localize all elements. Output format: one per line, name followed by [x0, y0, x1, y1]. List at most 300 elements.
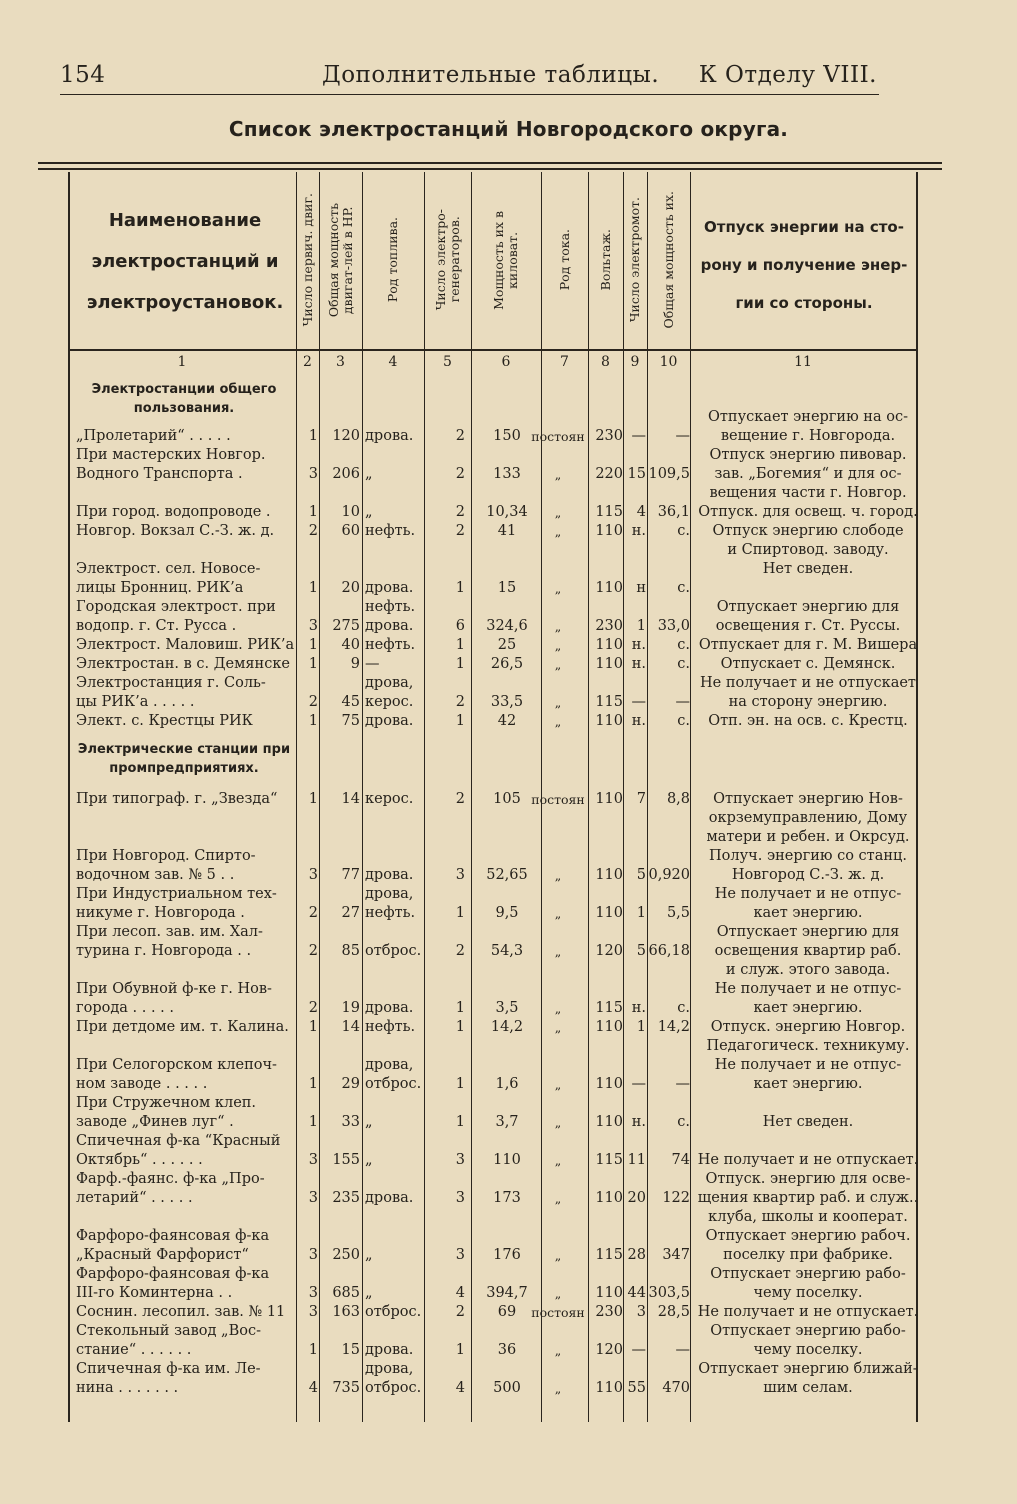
- column-header-text: Род топлива.: [385, 217, 400, 303]
- column-header-text: Число электро- генераторов.: [432, 209, 462, 311]
- table-row: [0, 809, 1017, 828]
- table-row: [0, 1208, 1017, 1227]
- generators-count: 3: [455, 1247, 465, 1263]
- fuel-type: дрова.: [365, 1000, 414, 1016]
- generators-count: 1: [455, 1019, 465, 1035]
- station-name: При Новгород. Спирто-: [76, 848, 256, 864]
- motors-count: 44: [627, 1285, 646, 1301]
- engine-power-hp: 20: [341, 580, 360, 596]
- station-name: При типограф. г. „Звезда“: [76, 791, 278, 807]
- station-name: При лесоп. зав. им. Хал-: [76, 924, 263, 940]
- current-type: „: [554, 714, 562, 729]
- fuel-type: дрова,: [365, 886, 414, 902]
- fuel-type: дрова.: [365, 867, 414, 883]
- table-row: [0, 427, 1017, 446]
- column-header-vertical: [362, 176, 424, 344]
- station-name: При детдоме им. т. Калина.: [76, 1019, 289, 1035]
- fuel-type: „: [365, 1285, 373, 1301]
- voltage: 230: [595, 618, 623, 634]
- station-name: Элект. с. Крестцы РИК: [76, 713, 253, 729]
- motors-power: 109,5: [648, 466, 690, 482]
- column-number: 1: [177, 354, 187, 370]
- table-row: [0, 617, 1017, 636]
- energy-supply-note: Не получает и не отпускает.: [697, 1304, 919, 1320]
- table-row: [0, 1322, 1017, 1341]
- table-row: [0, 541, 1017, 560]
- motors-count: 20: [627, 1190, 646, 1206]
- motors-power: 5,5: [666, 905, 690, 921]
- engine-power-hp: 29: [341, 1076, 360, 1092]
- energy-supply-note: Отпуск энергию слободе: [712, 523, 904, 539]
- fuel-type: дрова.: [365, 618, 414, 634]
- current-type: „: [554, 1001, 562, 1016]
- column-header-text: Общая мощность двигат-лей в HP.: [325, 202, 355, 318]
- motors-count: 55: [627, 1380, 646, 1396]
- energy-supply-note: Нет сведен.: [762, 1114, 854, 1130]
- current-type: постоян: [531, 1305, 585, 1320]
- energy-supply-note: Отпуск. энергию Новгор.: [710, 1019, 906, 1035]
- motors-count: 1: [636, 1019, 646, 1035]
- motors-count: 5: [636, 867, 646, 883]
- voltage: 110: [595, 905, 623, 921]
- motors-count: 1: [636, 618, 646, 634]
- engine-power-hp: 735: [332, 1380, 360, 1396]
- table-row: [0, 1303, 1017, 1322]
- energy-supply-note: освещения квартир раб.: [714, 943, 902, 959]
- prime-movers-count: 1: [308, 656, 318, 672]
- motors-power: —: [675, 694, 690, 710]
- table-row: [0, 1227, 1017, 1246]
- motors-count: н.: [631, 523, 646, 539]
- energy-supply-note: Получ. энергию со станц.: [709, 848, 907, 864]
- motors-count: —: [631, 428, 646, 444]
- generator-power-kw: 26,5: [490, 656, 524, 672]
- motors-power: 66,18: [648, 943, 690, 959]
- energy-supply-note: Отпускает энергию для: [716, 599, 900, 615]
- motors-power: 347: [662, 1247, 690, 1263]
- prime-movers-count: 1: [308, 428, 318, 444]
- energy-supply-note: Отпускает энергию рабо-: [710, 1266, 906, 1282]
- energy-supply-note: Не получает и не отпус-: [714, 981, 902, 997]
- voltage: 115: [595, 1247, 623, 1263]
- energy-supply-note: Отпуск. для освещ. ч. город.: [698, 504, 918, 520]
- motors-count: 11: [627, 1152, 646, 1168]
- prime-movers-count: 1: [308, 580, 318, 596]
- current-type: „: [554, 467, 562, 482]
- table-row: [0, 1094, 1017, 1113]
- table-top-rule-double: [38, 168, 942, 170]
- column-header-vertical: [541, 176, 588, 344]
- fuel-type: дрова.: [365, 580, 414, 596]
- energy-supply-note: Нет сведен.: [762, 561, 854, 577]
- engine-power-hp: 163: [332, 1304, 360, 1320]
- fuel-type: дрова.: [365, 1342, 414, 1358]
- station-name: цы РИК’а . . . . .: [76, 694, 195, 710]
- generators-count: 4: [455, 1285, 465, 1301]
- column-number: 8: [601, 354, 610, 370]
- generator-power-kw: 150: [493, 428, 521, 444]
- voltage: 115: [595, 1152, 623, 1168]
- voltage: 110: [595, 1114, 623, 1130]
- current-type: „: [554, 944, 562, 959]
- generators-count: 2: [455, 428, 465, 444]
- generators-count: 1: [455, 637, 465, 653]
- energy-supply-note: Отпускает энергию для: [716, 924, 900, 940]
- station-name: III-го Коминтерна . .: [76, 1285, 233, 1301]
- motors-power: с.: [677, 580, 690, 596]
- column-header-name-line: Наименование: [108, 210, 262, 231]
- fuel-type: „: [365, 466, 373, 482]
- energy-supply-note: матери и ребен. и Окрсуд.: [706, 829, 910, 845]
- motors-count: н.: [631, 1000, 646, 1016]
- table-row: [0, 579, 1017, 598]
- generator-power-kw: 3,5: [495, 1000, 519, 1016]
- motors-count: н.: [631, 637, 646, 653]
- energy-supply-note: Отпускает энергию на ос-: [708, 409, 908, 425]
- table-row: [0, 655, 1017, 674]
- running-head: [60, 62, 877, 92]
- table-row: [0, 942, 1017, 961]
- current-type: „: [554, 1343, 562, 1358]
- column-number: 6: [501, 354, 511, 370]
- column-header-energy: [694, 208, 914, 322]
- column-header-name-line: электростанций и: [91, 251, 279, 272]
- station-name: турина г. Новгорода . .: [76, 943, 252, 959]
- table-row: [0, 1265, 1017, 1284]
- column-header-vertical: [319, 176, 362, 344]
- current-type: постоян: [531, 792, 585, 807]
- table-row: [0, 904, 1017, 923]
- generator-power-kw: 1,6: [495, 1076, 519, 1092]
- engine-power-hp: 14: [341, 791, 360, 807]
- table-row: [0, 598, 1017, 617]
- generators-count: 3: [455, 867, 465, 883]
- column-number: 11: [794, 354, 812, 370]
- energy-supply-note: Отпускает энергию рабоч.: [705, 1228, 911, 1244]
- current-type: „: [554, 1020, 562, 1035]
- generators-count: 3: [455, 1152, 465, 1168]
- current-type: „: [554, 524, 562, 539]
- generator-power-kw: 133: [493, 466, 521, 482]
- energy-supply-note: клуба, школы и кооперат.: [708, 1209, 908, 1225]
- energy-supply-note: окрземуправлению, Дому: [708, 810, 908, 826]
- prime-movers-count: 3: [308, 867, 318, 883]
- engine-power-hp: 85: [341, 943, 360, 959]
- column-header-vertical: [623, 176, 647, 344]
- station-name: Водного Транспорта .: [76, 466, 243, 482]
- station-name: заводе „Финев луг“ .: [76, 1114, 234, 1130]
- fuel-type: нефть.: [365, 523, 416, 539]
- energy-supply-note: Отпускает с. Демянск.: [720, 656, 896, 672]
- generators-count: 2: [455, 943, 465, 959]
- fuel-type: отброс.: [365, 943, 422, 959]
- table-row: [0, 866, 1017, 885]
- energy-supply-note: Новгород С.-З. ж. д.: [731, 867, 885, 883]
- fuel-type: дрова,: [365, 1057, 414, 1073]
- station-name: Фарф.-фаянс. ф-ка „Про-: [76, 1171, 265, 1187]
- current-type: „: [554, 1077, 562, 1092]
- table-row: [0, 885, 1017, 904]
- fuel-type: дрова,: [365, 675, 414, 691]
- engine-power-hp: 14: [341, 1019, 360, 1035]
- generator-power-kw: 33,5: [490, 694, 524, 710]
- current-type: „: [554, 581, 562, 596]
- station-name: При город. водопроводе .: [76, 504, 271, 520]
- table-row: [0, 1189, 1017, 1208]
- fuel-type: отброс.: [365, 1380, 422, 1396]
- engine-power-hp: 75: [341, 713, 360, 729]
- energy-supply-note: шим селам.: [763, 1380, 853, 1396]
- energy-supply-note: зав. „Богемия“ и для ос-: [714, 466, 902, 482]
- station-name: города . . . . .: [76, 1000, 175, 1016]
- table-row: [0, 961, 1017, 980]
- prime-movers-count: 3: [308, 1285, 318, 1301]
- table-row: [0, 828, 1017, 847]
- prime-movers-count: 1: [308, 504, 318, 520]
- motors-power: 303,5: [648, 1285, 690, 1301]
- motors-count: 3: [636, 1304, 646, 1320]
- table-row: [0, 636, 1017, 655]
- table-row: [0, 522, 1017, 541]
- motors-count: н.: [631, 656, 646, 672]
- current-type: „: [554, 638, 562, 653]
- generator-power-kw: 110: [493, 1152, 521, 1168]
- generator-power-kw: 52,65: [486, 867, 528, 883]
- energy-supply-note: Отпуск энергию пивовар.: [709, 447, 907, 463]
- station-name: Октябрь“ . . . . . .: [76, 1152, 203, 1168]
- engine-power-hp: 206: [332, 466, 360, 482]
- voltage: 110: [595, 580, 623, 596]
- table-row: [0, 693, 1017, 712]
- engine-power-hp: 155: [332, 1152, 360, 1168]
- column-header-energy-line: Отпуск энергии на сто-: [704, 218, 904, 236]
- section-heading-line: промпредприятиях.: [109, 761, 259, 776]
- voltage: 110: [595, 867, 623, 883]
- prime-movers-count: 3: [308, 618, 318, 634]
- fuel-type: „: [365, 1152, 373, 1168]
- generator-power-kw: 105: [493, 791, 521, 807]
- station-name: ном заводе . . . . .: [76, 1076, 208, 1092]
- current-type: „: [554, 505, 562, 520]
- energy-supply-note: кает энергию.: [753, 1000, 863, 1016]
- station-name: никуме г. Новгорода .: [76, 905, 245, 921]
- voltage: 120: [595, 943, 623, 959]
- motors-power: с.: [677, 1114, 690, 1130]
- engine-power-hp: 235: [332, 1190, 360, 1206]
- column-header-vertical: [471, 176, 541, 344]
- current-type: „: [554, 1191, 562, 1206]
- voltage: 115: [595, 1000, 623, 1016]
- voltage: 110: [595, 713, 623, 729]
- table-row: [0, 674, 1017, 693]
- prime-movers-count: 1: [308, 791, 318, 807]
- section-heading-line: Электростанции общего: [91, 382, 277, 397]
- station-name: Фарфоро-фаянсовая ф-ка: [76, 1228, 270, 1244]
- table-row: [0, 923, 1017, 942]
- energy-supply-note: и Спиртовод. заводу.: [727, 542, 889, 558]
- station-name: водочном зав. № 5 . .: [76, 867, 235, 883]
- generators-count: 2: [455, 523, 465, 539]
- voltage: 110: [595, 656, 623, 672]
- current-type: „: [554, 1286, 562, 1301]
- energy-supply-note: кает энергию.: [753, 1076, 863, 1092]
- generators-count: 1: [455, 1342, 465, 1358]
- energy-supply-note: на сторону энергию.: [728, 694, 888, 710]
- generators-count: 1: [455, 1076, 465, 1092]
- station-name: Электрост. сел. Новосе-: [76, 561, 261, 577]
- motors-count: —: [631, 694, 646, 710]
- station-name: стание“ . . . . . .: [76, 1342, 192, 1358]
- fuel-type: „: [365, 1114, 373, 1130]
- station-name: При Стружечном клеп.: [76, 1095, 257, 1111]
- fuel-type: нефть.: [365, 1019, 416, 1035]
- energy-supply-note: Не получает и не отпускает: [700, 675, 916, 691]
- motors-power: с.: [677, 1000, 690, 1016]
- fuel-type: отброс.: [365, 1076, 422, 1092]
- table-row: [0, 1151, 1017, 1170]
- voltage: 110: [595, 1019, 623, 1035]
- generator-power-kw: 15: [497, 580, 517, 596]
- voltage: 115: [595, 504, 623, 520]
- energy-supply-note: и служ. этого завода.: [725, 962, 891, 978]
- header-rule: [60, 94, 879, 95]
- table-row: [0, 999, 1017, 1018]
- generators-count: 2: [455, 694, 465, 710]
- generators-count: 1: [455, 1000, 465, 1016]
- table-row: [0, 1341, 1017, 1360]
- energy-supply-note: Отпускает энергию ближай-: [698, 1361, 918, 1377]
- motors-count: 15: [627, 466, 646, 482]
- table-row: [0, 1056, 1017, 1075]
- prime-movers-count: 1: [308, 1076, 318, 1092]
- motors-power: 470: [662, 1380, 690, 1396]
- energy-supply-note: Отпускает для г. М. Вишера: [698, 637, 918, 653]
- column-header-name: [72, 200, 298, 323]
- energy-supply-note: вещения части г. Новгор.: [709, 485, 907, 501]
- fuel-type: „: [365, 504, 373, 520]
- energy-supply-note: Отп. эн. на осв. с. Крестц.: [708, 713, 908, 729]
- table-row: [0, 790, 1017, 809]
- table-row: [0, 465, 1017, 484]
- motors-count: н.: [631, 713, 646, 729]
- column-header-text: Число первич. двиг.: [299, 193, 315, 327]
- engine-power-hp: 60: [341, 523, 360, 539]
- station-name: Электростанция г. Соль-: [76, 675, 266, 691]
- voltage: 110: [595, 1076, 623, 1092]
- station-name: Новгор. Вокзал С.-З. ж. д.: [76, 523, 275, 539]
- engine-power-hp: 10: [341, 504, 360, 520]
- motors-power: с.: [677, 713, 690, 729]
- current-type: „: [554, 1153, 562, 1168]
- energy-supply-note: Отпуск. энергию для осве-: [705, 1171, 911, 1187]
- generator-power-kw: 394,7: [486, 1285, 528, 1301]
- prime-movers-count: 1: [308, 1114, 318, 1130]
- energy-supply-note: щения квартир раб. и служ..: [697, 1190, 919, 1206]
- fuel-type: нефть.: [365, 599, 416, 615]
- prime-movers-count: 2: [308, 905, 318, 921]
- table-row: [0, 1132, 1017, 1151]
- table-row: [0, 980, 1017, 999]
- generator-power-kw: 54,3: [490, 943, 524, 959]
- fuel-type: дрова.: [365, 428, 414, 444]
- current-type: „: [554, 619, 562, 634]
- energy-supply-note: кает энергию.: [753, 905, 863, 921]
- column-header-text: Вольтаж.: [597, 229, 613, 291]
- table-row: [0, 1075, 1017, 1094]
- motors-count: 1: [636, 905, 646, 921]
- generator-power-kw: 500: [493, 1380, 521, 1396]
- voltage: 230: [595, 1304, 623, 1320]
- generator-power-kw: 14,2: [490, 1019, 524, 1035]
- engine-power-hp: 275: [332, 618, 360, 634]
- running-head-section: К Отделу VIII.: [698, 62, 877, 88]
- energy-supply-note: Отпускает энергию рабо-: [710, 1323, 906, 1339]
- generators-count: 1: [455, 580, 465, 596]
- prime-movers-count: 3: [308, 1190, 318, 1206]
- column-number: 4: [388, 354, 398, 370]
- fuel-type: керос.: [365, 791, 414, 807]
- station-name: Спичечная ф-ка “Красный: [76, 1133, 281, 1149]
- current-type: „: [554, 657, 562, 672]
- motors-power: 33,0: [657, 618, 690, 634]
- column-header-vertical: [647, 176, 690, 344]
- voltage: 110: [595, 637, 623, 653]
- fuel-type: „: [365, 1247, 373, 1263]
- station-name: Соснин. лесопил. зав. № 11: [76, 1304, 286, 1320]
- generator-power-kw: 173: [493, 1190, 521, 1206]
- generator-power-kw: 36: [497, 1342, 517, 1358]
- section-heading-line: Электрические станции при: [77, 742, 291, 757]
- prime-movers-count: 3: [308, 466, 318, 482]
- station-name: При мастерских Новгор.: [76, 447, 266, 463]
- engine-power-hp: 27: [341, 905, 360, 921]
- voltage: 110: [595, 1380, 623, 1396]
- motors-power: с.: [677, 523, 690, 539]
- generator-power-kw: 324,6: [486, 618, 528, 634]
- current-type: „: [554, 868, 562, 883]
- engine-power-hp: 15: [341, 1342, 360, 1358]
- table-row: [0, 1360, 1017, 1379]
- motors-power: 0,920: [648, 867, 690, 883]
- motors-count: —: [631, 1342, 646, 1358]
- voltage: 230: [595, 428, 623, 444]
- generator-power-kw: 69: [497, 1304, 517, 1320]
- prime-movers-count: 1: [308, 713, 318, 729]
- table-row: [0, 712, 1017, 731]
- current-type: постоян: [531, 429, 585, 444]
- motors-count: н.: [631, 1114, 646, 1130]
- engine-power-hp: 40: [341, 637, 360, 653]
- station-name: нина . . . . . . .: [76, 1380, 179, 1396]
- station-name: Электрост. Маловиш. РИК’а: [76, 637, 295, 653]
- motors-power: с.: [677, 637, 690, 653]
- station-name: водопр. г. Ст. Русса .: [76, 618, 237, 634]
- motors-power: 36,1: [657, 504, 690, 520]
- table-row: [0, 1018, 1017, 1037]
- table-row: [0, 408, 1017, 427]
- voltage: 220: [595, 466, 623, 482]
- station-name: Электростан. в с. Демянске: [76, 656, 290, 672]
- energy-supply-note: освещения г. Ст. Руссы.: [715, 618, 901, 634]
- table-row: [0, 1170, 1017, 1189]
- column-header-text: Число электромот.: [627, 197, 642, 323]
- column-header-text: Мощность их в киловат.: [491, 210, 520, 310]
- generators-count: 2: [455, 504, 465, 520]
- prime-movers-count: 1: [308, 1019, 318, 1035]
- energy-supply-note: Педагогическ. техникуму.: [706, 1038, 910, 1054]
- motors-power: 8,8: [666, 791, 690, 807]
- column-header-text: Род тока.: [556, 229, 572, 291]
